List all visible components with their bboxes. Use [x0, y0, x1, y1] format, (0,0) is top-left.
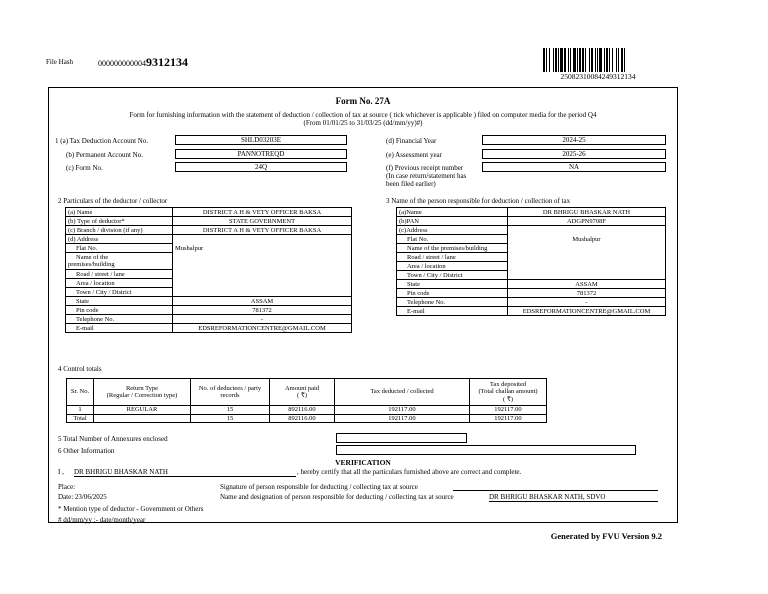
verification-statement: , hereby certify that all the particulars furnished above are correct and complete. [297, 468, 522, 476]
other-info-label: 6 Other Information [58, 447, 115, 455]
resp-pin-label: Pin code [397, 289, 508, 298]
place-label: Place: [58, 483, 76, 491]
note-date-format: # dd/mm/yy :- date/month/year [58, 516, 146, 524]
generated-by: Generated by FVU Version 9.2 [550, 531, 662, 541]
resp-flat-label: Flat No. [397, 235, 508, 244]
table-row [67, 414, 547, 423]
prev-label-1: (f) Previous receipt number [386, 164, 464, 172]
tan-value: SHLD03203E [175, 135, 347, 145]
fy-label: (d) Financial Year [386, 137, 437, 145]
deductor-name-label: (a) Name [66, 208, 173, 217]
deductor-town-value [173, 288, 352, 297]
deductor-flat-label: Flat No. [66, 244, 173, 253]
ct-deductees: 15 [191, 406, 270, 415]
control-table [66, 378, 547, 423]
ct-sr: Total [67, 414, 94, 423]
resp-address-label: (c)Address [397, 226, 508, 235]
resp-pin-value: 781372 [508, 289, 666, 298]
deductor-type-value: STATE GOVERNMENT [173, 217, 352, 226]
deductor-premises-label: Name of the premises/building [66, 253, 173, 270]
prev-value: NA [482, 162, 666, 172]
designation-value: DR BHRIGU BHASKAR NATH, SDVO [489, 493, 658, 502]
resp-name-label: (a)Name [397, 208, 508, 217]
barcode-icon [543, 48, 653, 72]
signature-line [453, 490, 658, 491]
deductor-heading: 2 Particulars of the deductor / collector [58, 197, 168, 205]
resp-pan-label: (b)PAN [397, 217, 508, 226]
ct-paid: 892116.00 [270, 406, 335, 415]
resp-flat-value: Mushalpur [508, 235, 666, 244]
note-deductor-type: * Mention type of deductor - Government or Others [58, 505, 204, 513]
ct-dep: 192117.00 [470, 414, 547, 423]
deductor-email-label: E-mail [66, 324, 173, 333]
form-no-label: (c) Form No. [66, 164, 103, 172]
ct-type: REGULAR [94, 406, 191, 415]
deductor-pin-label: Pin code [66, 306, 173, 315]
date-label: Date: 23/06/2025 [58, 493, 107, 501]
verification-heading: VERIFICATION [335, 458, 391, 467]
deductor-tel-value: - [173, 315, 352, 324]
ct-paid: 892116.00 [270, 414, 335, 423]
responsible-heading: 3 Name of the person responsible for deduction / collection of tax [386, 197, 571, 205]
ct-type [94, 414, 191, 423]
deductor-type-label: (b) Type of deductor* [66, 217, 173, 226]
deductor-tel-label: Telephone No. [66, 315, 173, 324]
resp-road-label: Road / street / lane [397, 253, 508, 262]
file-hash-value [98, 53, 188, 71]
resp-state-value: ASSAM [508, 280, 666, 289]
deductor-town-label: Town / City / District [66, 288, 173, 297]
form-no-value: 24Q [175, 162, 347, 172]
resp-area-value [508, 262, 666, 271]
deductor-road-value [173, 270, 352, 279]
resp-name-value: DR BHRIGU BHASKAR NATH [508, 208, 666, 217]
prev-label-3: been filed earlier) [386, 180, 436, 188]
resp-area-label: Area / location [397, 262, 508, 271]
annexures-value [336, 433, 467, 443]
ct-h-deductees: No. of deductees / party records [191, 379, 270, 406]
annexures-label: 5 Total Number of Annexures enclosed [58, 435, 168, 443]
resp-pan-value: ADGPN9708F [508, 217, 666, 226]
ay-label: (e) Assessment year [386, 151, 442, 159]
ct-dep: 192117.00 [470, 406, 547, 415]
ct-h-deposited: Tax deposited (Total challan amount) ( ₹) [470, 379, 547, 406]
resp-email-value: EDSREFORMATIONCENTRE@GMAIL.COM [508, 307, 666, 316]
ct-taxded: 192117.00 [335, 414, 470, 423]
form-title: Form No. 27A [335, 96, 391, 106]
deductor-branch-value: DISTRICT A H & VETY OFFICER BAKSA [173, 226, 352, 235]
fy-value: 2024-25 [482, 135, 666, 145]
table-row [67, 406, 547, 415]
verification-name: DR BHRIGU BHASKAR NATH [74, 468, 296, 477]
file-hash-bold: 9312134 [146, 55, 188, 69]
form-subtitle-1: Form for furnishing information with the statement of deduction / collection of tax at source ( tick whichever is applicable ) filed on computer media for the period Q4 [129, 111, 597, 119]
prev-label-2: (In case return/statement has [386, 172, 467, 180]
ay-value: 2025-26 [482, 149, 666, 159]
verification-prefix: I , [58, 468, 64, 476]
ct-h-paid: Amount paid ( ₹) [270, 379, 335, 406]
pan-value: PANNOTREQD [175, 149, 347, 159]
resp-premises-value [508, 244, 666, 253]
deductor-table [65, 207, 352, 333]
pan-label: (b) Permanent Account No. [66, 151, 143, 159]
resp-town-value [508, 271, 666, 280]
other-info-value [336, 445, 636, 455]
deductor-address-value [173, 235, 352, 244]
signature-label: Signature of person responsible for deducting / collecting tax at source [220, 483, 418, 491]
deductor-email-value: EDSREFORMATIONCENTRE@GMAIL.COM [173, 324, 352, 333]
deductor-area-label: Area / location [66, 279, 173, 288]
form-subtitle-2: (From 01/01/25 to 31/03/25 (dd/mm/yy)#) [303, 119, 423, 127]
deductor-state-value: ASSAM [173, 297, 352, 306]
resp-email-label: E-mail [397, 307, 508, 316]
resp-premises-label: Name of the premises/building [397, 244, 508, 253]
ct-taxded: 192117.00 [335, 406, 470, 415]
ct-deductees: 15 [191, 414, 270, 423]
deductor-branch-label: (c) Branch / division (if any) [66, 226, 173, 235]
deductor-state-label: State [66, 297, 173, 306]
deductor-name-value: DISTRICT A H & VETY OFFICER BAKSA [173, 208, 352, 217]
deductor-premises-value [173, 253, 352, 270]
tan-label: 1 (a) Tax Deduction Account No. [55, 137, 149, 145]
resp-road-value [508, 253, 666, 262]
ct-sr: 1 [67, 406, 94, 415]
deductor-flat-value: Mushalpur [173, 244, 352, 253]
deductor-address-label: (d) Address [66, 235, 173, 244]
deductor-pin-value: 781372 [173, 306, 352, 315]
resp-address-value [508, 226, 666, 235]
file-hash-label: File Hash [46, 58, 74, 66]
barcode-number: 25082310084249312134 [560, 72, 636, 81]
resp-tel-label: Telephone No. [397, 298, 508, 307]
designation-label: Name and designation of person responsible for deducting / collecting tax at source [220, 493, 454, 501]
ct-h-taxded: Tax deducted / collected [335, 379, 470, 406]
deductor-area-value [173, 279, 352, 288]
responsible-table [396, 207, 666, 316]
ct-h-type: Return Type (Regular / Correction type) [94, 379, 191, 406]
control-heading: 4 Control totals [58, 365, 102, 373]
resp-tel-value: - [508, 298, 666, 307]
ct-h-sr: Sr. No. [67, 379, 94, 406]
resp-town-label: Town / City / District [397, 271, 508, 280]
file-hash-prefix: 000000000004 [98, 59, 146, 68]
resp-state-label: State [397, 280, 508, 289]
deductor-road-label: Road / street / lane [66, 270, 173, 279]
